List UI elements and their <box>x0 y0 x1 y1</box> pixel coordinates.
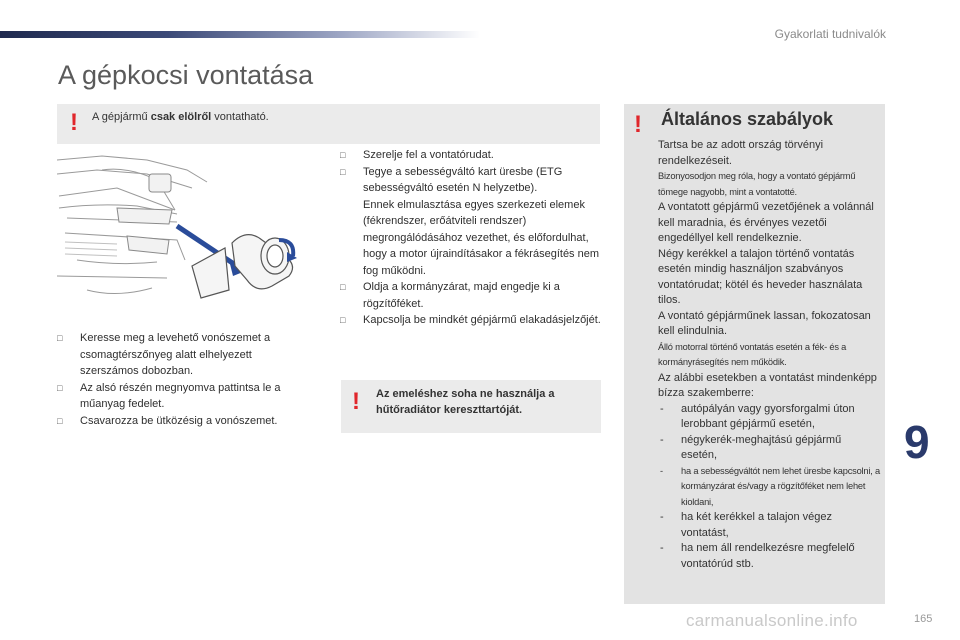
rule-paragraph: A vontató gépjárműnek lassan, fokozatosan kell elindulnia. <box>658 309 871 337</box>
list-item: □ Szerelje fel a vontatórudat. <box>340 147 602 164</box>
rule-paragraph: A vontatott gépjármű vezetőjének a volánnál kell maradnia, és érvényes vezetői engedéllyel kell rendelkeznie. <box>658 201 874 244</box>
page-title: A gépkocsi vontatása <box>58 60 314 90</box>
car-towing-eye-illustration <box>57 148 329 320</box>
left-steps-list <box>57 330 307 429</box>
middle-steps-list <box>340 147 602 329</box>
list-item: □ Csavarozza be ütközésig a vonószemet. <box>57 413 307 430</box>
list-item: - négykerék-meghajtású gépjármű esetén, <box>660 433 842 461</box>
list-item: □ Kapcsolja be mindkét gépjármű elakadásjelzőjét. <box>340 312 602 329</box>
checkbox-bullet-icon: □ <box>57 333 63 343</box>
checkbox-bullet-icon: □ <box>340 282 346 292</box>
rule-paragraph: Álló motorral történő vontatás esetén a fék- és a kormányrásegítés nem működik. <box>658 341 847 367</box>
rule-paragraph: Négy kerékkel a talajon történő vontatás esetén mindig használjon szabványos vontatórudat; kötél és heveder használata tilos. <box>658 247 863 306</box>
checkbox-bullet-icon: □ <box>57 382 63 393</box>
checkbox-bullet-icon: □ <box>340 150 346 160</box>
warning-exclamation-icon: ! <box>352 388 360 415</box>
list-item: - autópályán vagy gyorsforgalmi úton lerobbant gépjármű esetén, <box>660 402 855 430</box>
rule-paragraph: Az alábbi esetekben a vontatást mindenképp bízza szakemberre: <box>658 371 877 399</box>
warning-exclamation-icon: ! <box>70 109 78 136</box>
note-box <box>57 104 600 144</box>
rule-cases-list <box>658 402 880 573</box>
list-item: - ha a sebességváltót nem lehet üresbe kapcsolni, a kormányzárat és/vagy a rögzítőféket nem lehet kioldani, <box>660 465 880 507</box>
list-item: □ Keresse meg a levehető vonószemet a csomagtérszőnyeg alatt elhelyezett szerszámos dobozban. <box>57 332 271 377</box>
warning-text: Az emeléshez soha ne használja a hűtőradiátor kereszttartóját. <box>376 388 555 416</box>
list-item: □ Oldja a kormányzárat, majd engedje ki a rögzítőféket. <box>340 281 560 310</box>
watermark: carmanualsonline.info <box>686 611 858 630</box>
header-accent-bar <box>0 31 480 38</box>
list-item: - ha két kerékkel a talajon végez vontatást, <box>660 511 833 539</box>
general-rules-title: Általános szabályok <box>661 109 834 129</box>
note-text: A gépjármű csak elölről vontatható. <box>92 111 269 123</box>
checkbox-bullet-icon: □ <box>340 315 346 325</box>
checkbox-bullet-icon: □ <box>340 166 346 177</box>
section-title: Gyakorlati tudnivalók <box>774 27 886 41</box>
rule-paragraph: Bizonyosodjon meg róla, hogy a vontató gépjármű tömege nagyobb, mint a vontatotté. <box>658 171 856 197</box>
list-item: □ Az alsó részén megnyomva pattintsa le a műanyag fedelet. <box>57 381 281 410</box>
rule-paragraph: Tartsa be az adott ország törvényi rendelkezéseit. <box>658 139 824 167</box>
checkbox-bullet-icon: □ <box>57 415 63 426</box>
list-item: - ha nem áll rendelkezésre megfelelő vontatórúd stb. <box>660 542 855 570</box>
chapter-number: 9 <box>904 416 930 468</box>
warning-exclamation-icon: ! <box>634 111 642 138</box>
general-rules-body <box>658 138 880 572</box>
page-number: 165 <box>914 613 933 625</box>
list-item: □ Tegye a sebességváltó kart üresbe (ETG sebességváltó esetén N helyzetbe). Ennek elmulasztása egyes szerkezeti elemek (fékrendszer, erőátviteli rendszer) megrongálódásához vezethet, és előfordulhat, hogy a motor újraindításakor a fékrásegítés nem fog működni. <box>340 165 600 277</box>
